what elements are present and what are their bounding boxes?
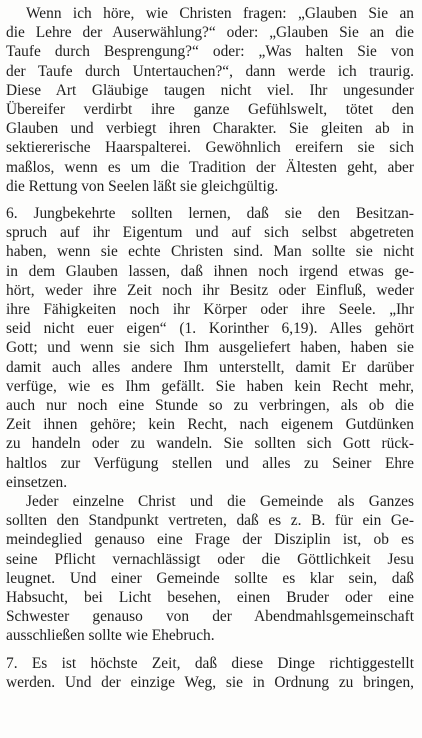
text-line: spruch auf ihr Eigentum und auf sich selbst abgetreten	[6, 224, 414, 242]
text-line: die Rettung von Seelen läßt sie gleichgültig.	[6, 177, 279, 195]
text-line: leugnet. Und einer Gemeinde sollte es klar sein, daß	[6, 569, 414, 587]
text-line: sektiererische Haarspalterei. Gewöhnlich ereifern sie sich	[6, 139, 414, 157]
text-line: ausschließen sollte wie Ehebruch.	[6, 627, 215, 645]
text-line: 7. Es ist höchste Zeit, daß diese Dinge richtiggestellt	[6, 654, 414, 672]
text-line: werden. Und der einzige Weg, sie in Ordnung zu bringen,	[6, 673, 414, 691]
text-line: Übereifer verdirbt ihre ganze Gefühlswelt, tötet den	[6, 101, 414, 118]
text-line: haltlos zur Verfügung stellen und alles zu Seiner Ehre	[6, 454, 414, 472]
text-line: ihre Fähigkeiten noch ihr Körper oder ihre Seele. „Ihr	[6, 301, 414, 318]
text-line: auch nur noch eine Stunde so zu verbringen, als ob die	[6, 397, 414, 414]
text-line: Habsucht, bei Licht besehen, einen Bruder oder eine	[6, 589, 414, 606]
text-line: in dem Glauben lassen, daß ihnen noch irgend etwas ge-	[6, 262, 414, 280]
text-line: 6. Jungbekehrte sollten lernen, daß sie den Besitzan-	[6, 205, 414, 222]
text-line: maßlos, wenn es um die Tradition der Ältesten geht, aber	[6, 158, 414, 176]
text-line: Jeder einzelne Christ und die Gemeinde als Ganzes	[26, 493, 414, 510]
text-line: Gott; und wenn sie sich Ihm ausgeliefert haben, haben sie	[6, 339, 414, 357]
text-line: der Taufe durch Untertauchen?“, dann werde ich traurig.	[6, 62, 414, 80]
text-line: Diese Art Gläubige taugen nicht viel. Ihr ungesunder	[6, 81, 414, 99]
text-line: meindeglied genauso eine Frage der Disziplin ist, ob es	[6, 531, 414, 549]
text-line: seid nicht euer eigen“ (1. Korinther 6,19). Alles gehört	[6, 320, 414, 338]
text-line: Wenn ich höre, wie Christen fragen: „Glauben Sie an	[26, 5, 414, 22]
text-line: zu handeln oder zu wandeln. Sie sollten sich Gott rück-	[6, 435, 414, 453]
text-line: damit auch alles andere Ihm unterstellt, damit Er darüber	[6, 358, 414, 376]
text-line: sollten den Standpunkt vertreten, daß es z. B. für ein Ge-	[6, 512, 414, 530]
text-line: Zeit ihnen gehöre; kein Recht, nach eigenem Gutdünken	[6, 416, 414, 434]
text-line: einsetzen.	[6, 473, 68, 491]
text-line: hört, weder ihre Zeit noch ihr Besitz oder Einfluß, weder	[6, 281, 414, 299]
text-line: haben, wenn sie echte Christen sind. Man sollte sie nicht	[6, 243, 414, 261]
text-line: die Lehre der Auserwählung?“ oder: „Glauben Sie an die	[6, 24, 414, 42]
text-line: seine Pflicht vernachlässigt oder die Göttlichkeit Jesu	[6, 550, 414, 568]
text-line: Schwester genauso von der Abendmahlsgemeinschaft	[6, 608, 414, 626]
text-line: Taufe durch Besprengung?“ oder: „Was halten Sie von	[6, 43, 414, 61]
text-line: verfüge, wie es Ihm gefällt. Sie haben kein Recht mehr,	[6, 377, 414, 395]
text-line: Glauben und verbiegt ihren Charakter. Sie gleiten ab in	[6, 120, 414, 138]
